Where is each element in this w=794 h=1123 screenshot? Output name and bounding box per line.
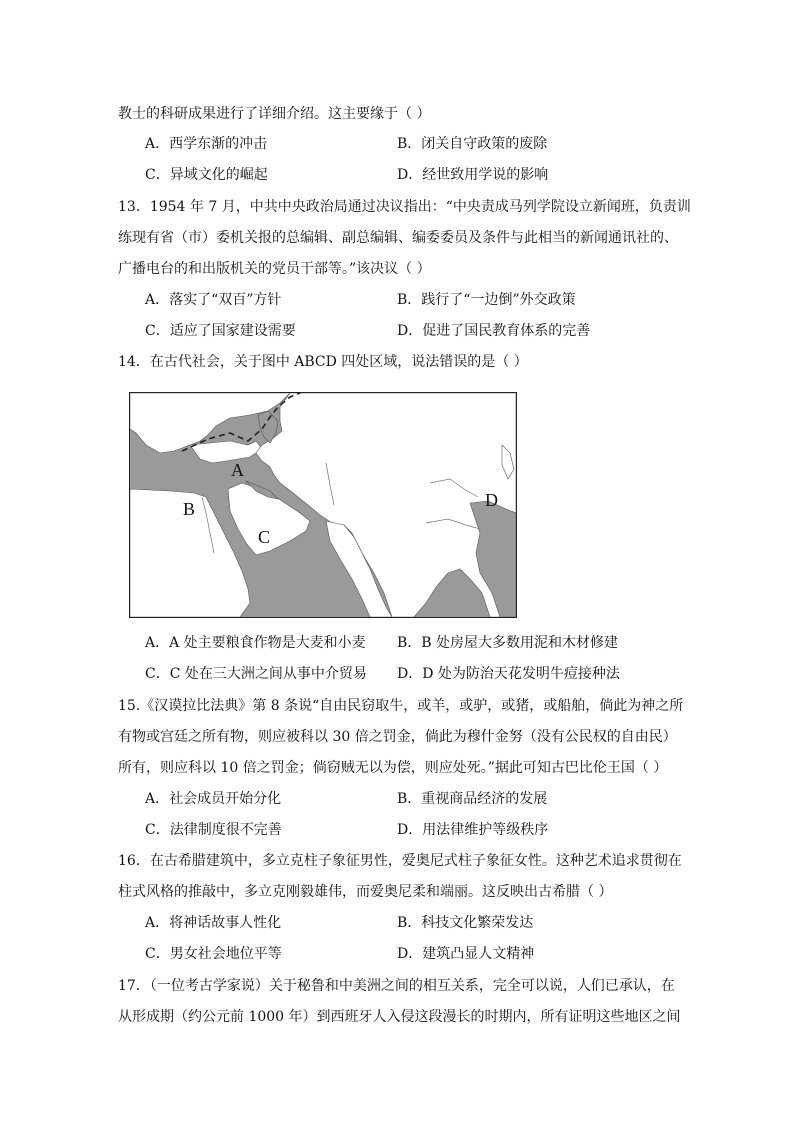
q15-option-c[interactable]: C．法律制度很不完善 [145, 822, 282, 838]
map-label-d: D [485, 490, 498, 510]
q16-option-a[interactable]: A．将神话故事人性化 [145, 915, 282, 931]
question-16-stem-line-2: 柱式风格的推敲中，多立克刚毅雄伟，而爱奥尼柔和端丽。这反映出古希腊（ ） [118, 884, 613, 900]
q13-option-c[interactable]: C．适应了国家建设需要 [145, 323, 296, 339]
question-15-stem-line-1: 15.《汉谟拉比法典》第 8 条说“自由民窃取牛，或羊，或驴，或猪，或船舶，倘此为神之所 [118, 698, 684, 714]
question-12-stem-tail: 教士的科研成果进行了详细介绍。这主要缘于（ ） [118, 106, 431, 122]
q14-option-c[interactable]: C．C 处在三大洲之间从事中介贸易 [145, 666, 367, 682]
q12-option-d[interactable]: D．经世致用学说的影响 [397, 167, 549, 183]
question-13-stem-line-2: 练现有省（市）委机关报的总编辑、副总编辑、编委委员及条件与此相当的新闻通讯社的、 [118, 230, 678, 246]
question-16-stem-line-1: 16．在古希腊建筑中，多立克柱子象征男性，爱奥尼式柱子象征女性。这种艺术追求贯彻在 [118, 853, 682, 869]
question-15-stem-line-3: 所有，则应科以 10 倍之罚金；倘窃贼无以为偿，则应处死。”据此可知古巴比伦王国（ ） [118, 760, 668, 776]
q16-option-c[interactable]: C．男女社会地位平等 [145, 946, 282, 962]
q12-option-b[interactable]: B．闭关自守政策的废除 [397, 136, 548, 152]
q15-option-b[interactable]: B．重视商品经济的发展 [397, 791, 548, 807]
question-13-stem-line-3: 广播电台的和出版机关的党员干部等。”该决议（ ） [118, 261, 431, 277]
question-17-stem-line-2: 从形成期（约公元前 1000 年）到西班牙人入侵这段漫长的时期内，所有证明这些地区之间 [118, 1009, 681, 1025]
q13-option-a[interactable]: A．落实了“双百”方针 [145, 292, 282, 308]
q16-option-d[interactable]: D．建筑凸显人文精神 [397, 946, 535, 962]
q15-option-a[interactable]: A．社会成员开始分化 [145, 791, 282, 807]
q12-option-c[interactable]: C．异域文化的崛起 [145, 167, 268, 183]
q15-option-d[interactable]: D．用法律维护等级秩序 [397, 822, 549, 838]
question-13-stem-line-1: 13．1954 年 7 月，中共中央政治局通过决议指出：“中央责成马列学院设立新闻班，负责训 [118, 199, 691, 215]
question-17-stem-line-1: 17．（一位考古学家说）关于秘鲁和中美洲之间的相互关系，完全可以说，人们已承认，在 [118, 978, 675, 994]
question-14-stem: 14．在古代社会，关于图中 ABCD 四处区域，说法错误的是（ ） [118, 354, 528, 370]
map-label-b: B [183, 499, 196, 519]
q13-option-b[interactable]: B．践行了“一边倒”外交政策 [397, 292, 576, 308]
q16-option-b[interactable]: B．科技文化繁荣发达 [397, 915, 534, 931]
q14-option-d[interactable]: D．D 处为防治天花发明牛痘接种法 [397, 666, 620, 682]
q14-option-b[interactable]: B．B 处房屋大多数用泥和木材修建 [397, 635, 619, 651]
q14-option-a[interactable]: A．A 处主要粮食作物是大麦和小麦 [145, 635, 366, 651]
map-label-c: C [258, 527, 271, 547]
q12-option-a[interactable]: A．西学东渐的冲击 [145, 136, 268, 152]
q13-option-d[interactable]: D．促进了国民教育体系的完善 [397, 323, 591, 339]
map-label-a: A [231, 460, 244, 480]
question-15-stem-line-2: 有物或宫廷之所有物，则应被科以 30 倍之罚金，倘此为穆什金努（没有公民权的自由民） [118, 729, 677, 745]
